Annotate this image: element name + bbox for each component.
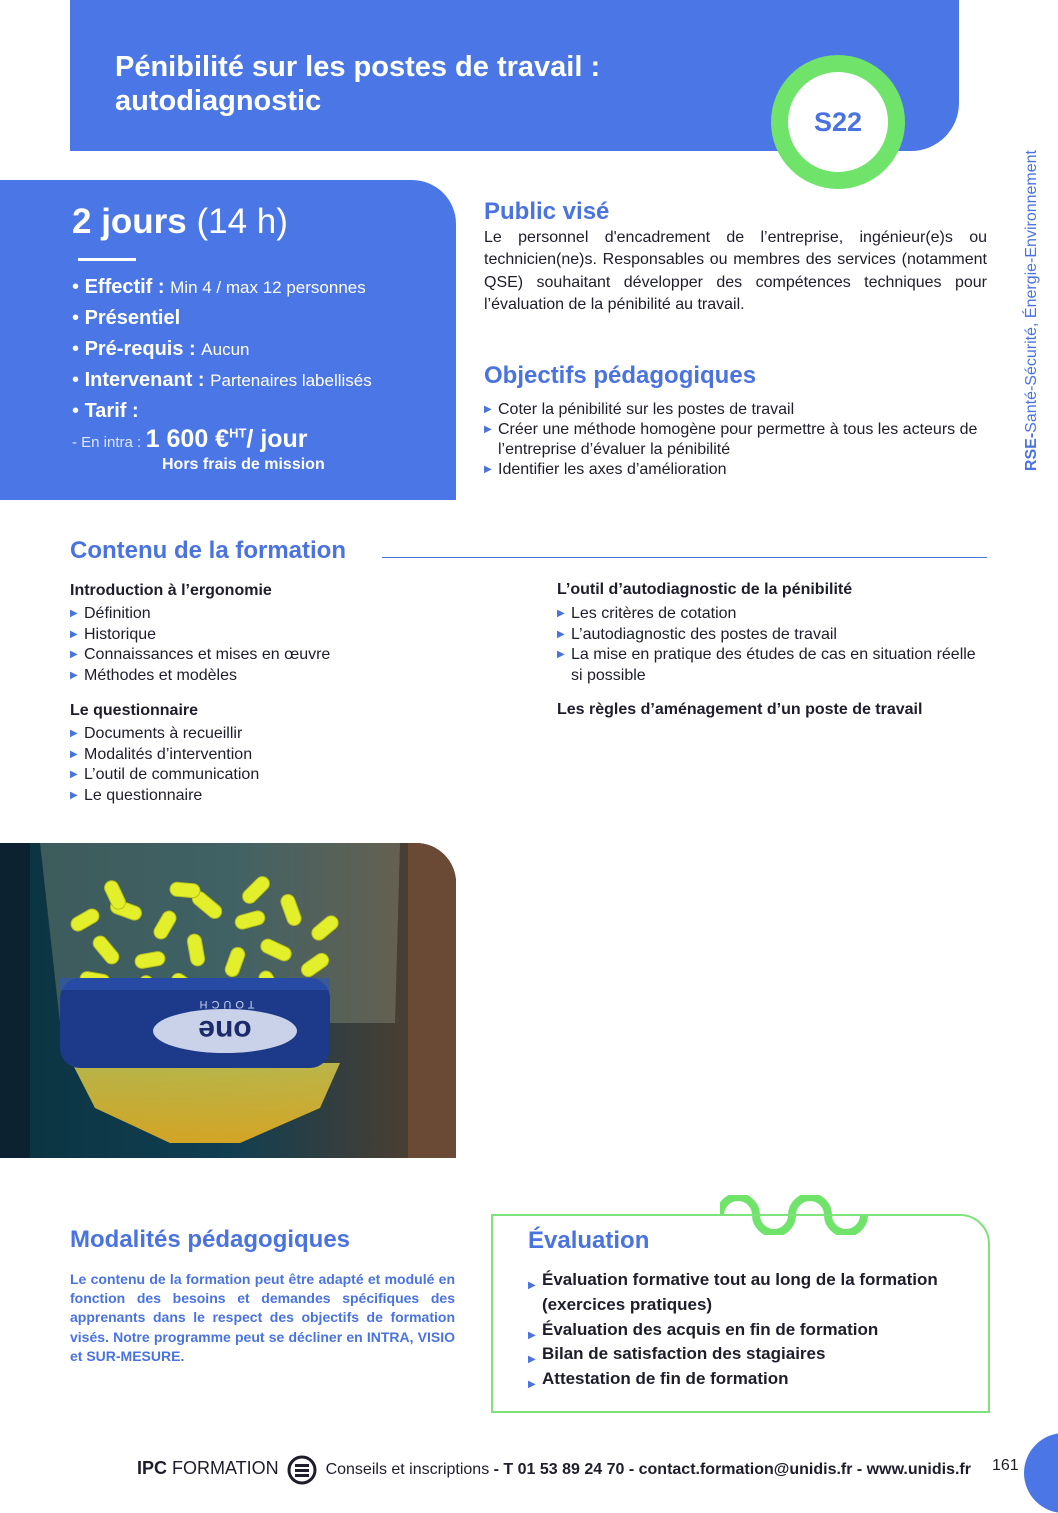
info-prerequis: • Pré-requis : Aucun [72, 338, 250, 360]
triangle-bullet-icon: ▶ [70, 789, 78, 801]
list-item: ▶ Créer une méthode homogène pour permettre à tous les acteurs de l’entreprise d’évaluer la pénibilité [484, 421, 978, 458]
triangle-bullet-icon: ▶ [484, 424, 492, 435]
triangle-bullet-icon: ▶ [557, 628, 565, 640]
contenu-heading: L’outil d’autodiagnostic de la pénibilité [557, 581, 853, 598]
triangle-bullet-icon: ▶ [484, 464, 492, 475]
divider [382, 557, 987, 558]
course-code: S22 [788, 72, 888, 172]
triangle-bullet-icon: ▶ [557, 649, 565, 660]
page-title: Pénibilité sur les postes de travail : autodiagnostic [115, 51, 601, 117]
corner-decoration [1024, 1433, 1058, 1513]
contenu-heading: Les règles d’aménagement d’un poste de travail [557, 701, 923, 718]
info-box [0, 180, 456, 500]
list-item: ▶ Les critères de cotation [557, 604, 977, 625]
triangle-bullet-icon: ▶ [528, 1329, 536, 1341]
list-item: ▶ Bilan de satisfaction des stagiaires [528, 1342, 968, 1367]
hors-frais: Hors frais de mission [162, 456, 325, 473]
earplug-dispenser-photo [0, 843, 456, 1158]
contenu-list [557, 604, 977, 686]
triangle-bullet-icon: ▶ [528, 1280, 536, 1291]
objectifs-list [484, 400, 994, 480]
intra-price: - En intra : 1 600 €$^{HT}$/ jour [72, 425, 308, 453]
side-category [1005, 150, 1058, 542]
duration: 2 jours (14 h) [72, 202, 288, 241]
photo-illustration [0, 843, 456, 1158]
list-item: ▶ Définition [70, 604, 490, 625]
course-code-badge [771, 55, 905, 189]
list-item: ▶ Historique [70, 625, 490, 646]
evaluation-title: Évaluation [528, 1227, 650, 1254]
list-item: ▶ Évaluation des acquis en fin de formation [528, 1318, 968, 1343]
triangle-bullet-icon: ▶ [557, 608, 565, 619]
triangle-bullet-icon: ▶ [484, 404, 492, 415]
list-item: ▶ Évaluation formative tout au long de la formation (exercices pratiques) [528, 1270, 938, 1314]
chat-logo-icon [285, 1454, 319, 1486]
triangle-bullet-icon: ▶ [70, 748, 78, 760]
modalites-title: Modalités pédagogiques [70, 1226, 351, 1253]
duration-underline [78, 258, 136, 261]
triangle-bullet-icon: ▶ [70, 608, 78, 619]
info-intervenant: • Intervenant : Partenaires labellisés [72, 369, 372, 391]
triangle-bullet-icon: ▶ [70, 728, 78, 739]
footer-details: - T 01 53 89 24 70 - contact.formation@unidis.fr - www.unidis.fr [493, 1461, 971, 1479]
footer [137, 1454, 971, 1486]
contenu-list [70, 604, 490, 686]
footer-brand: IPC FORMATION [137, 1458, 279, 1479]
list-item: ▶ L’autodiagnostic des postes de travail [557, 625, 977, 646]
contenu-heading: Introduction à l’ergonomie [70, 582, 272, 599]
contenu-title: Contenu de la formation [70, 537, 346, 564]
photo-brand-text: one [198, 1014, 252, 1047]
list-item: ▶ Documents à recueillir [70, 724, 490, 745]
triangle-bullet-icon: ▶ [70, 769, 78, 780]
list-item: ▶ Identifier les axes d’amélioration [484, 461, 727, 478]
triangle-bullet-icon: ▶ [70, 649, 78, 660]
side-category-label: RSE-Santé-Sécurité, Énergie-Environnement [1023, 150, 1040, 472]
triangle-bullet-icon: ▶ [70, 669, 78, 681]
triangle-bullet-icon: ▶ [70, 628, 78, 640]
photo-brand-sub: TOUCH [195, 998, 255, 1010]
list-item: ▶ La mise en pratique des études de cas en situation réelle si possible [557, 646, 976, 684]
list-item: ▶ Attestation de fin de formation [528, 1367, 968, 1392]
list-item: ▶ L’outil de communication [70, 765, 490, 786]
list-item: ▶ Méthodes et modèles [70, 666, 490, 687]
evaluation-list [528, 1268, 968, 1392]
public-text: Le personnel d'encadrement de l’entreprise, ingénieur(e)s ou technicien(ne)s. Responsables ou membres des services (notamment QSE) souhaitant développer des compétences techniques pour l’évaluation de la pénibilité au travail. [484, 229, 987, 314]
footer-contact: Conseils et inscriptions [325, 1461, 490, 1479]
triangle-bullet-icon: ▶ [528, 1354, 536, 1366]
contenu-heading: Le questionnaire [70, 702, 199, 719]
list-item: ▶ Le questionnaire [70, 786, 490, 807]
objectifs-title: Objectifs pédagogiques [484, 362, 757, 389]
list-item: ▶ Coter la pénibilité sur les postes de travail [484, 401, 795, 418]
list-item: ▶ Connaissances et mises en œuvre [70, 645, 490, 666]
modalites-text: Le contenu de la formation peut être adapté et modulé en fonction des besoins et demandes spécifiques des apprenants dans le respect des objectifs de formation visés. Notre programme peut se décliner en INTRA, VISIO et SUR-MESURE. [70, 1271, 455, 1364]
info-effectif: • Effectif : Min 4 / max 12 personnes [72, 276, 366, 298]
list-item: ▶ Modalités d’intervention [70, 745, 490, 766]
triangle-bullet-icon: ▶ [528, 1379, 536, 1391]
info-tarif: • Tarif : [72, 400, 139, 422]
contenu-list [70, 724, 490, 806]
info-presentiel: • Présentiel [72, 307, 181, 329]
page-number: 161 [992, 1457, 1019, 1474]
public-title: Public visé [484, 198, 610, 225]
